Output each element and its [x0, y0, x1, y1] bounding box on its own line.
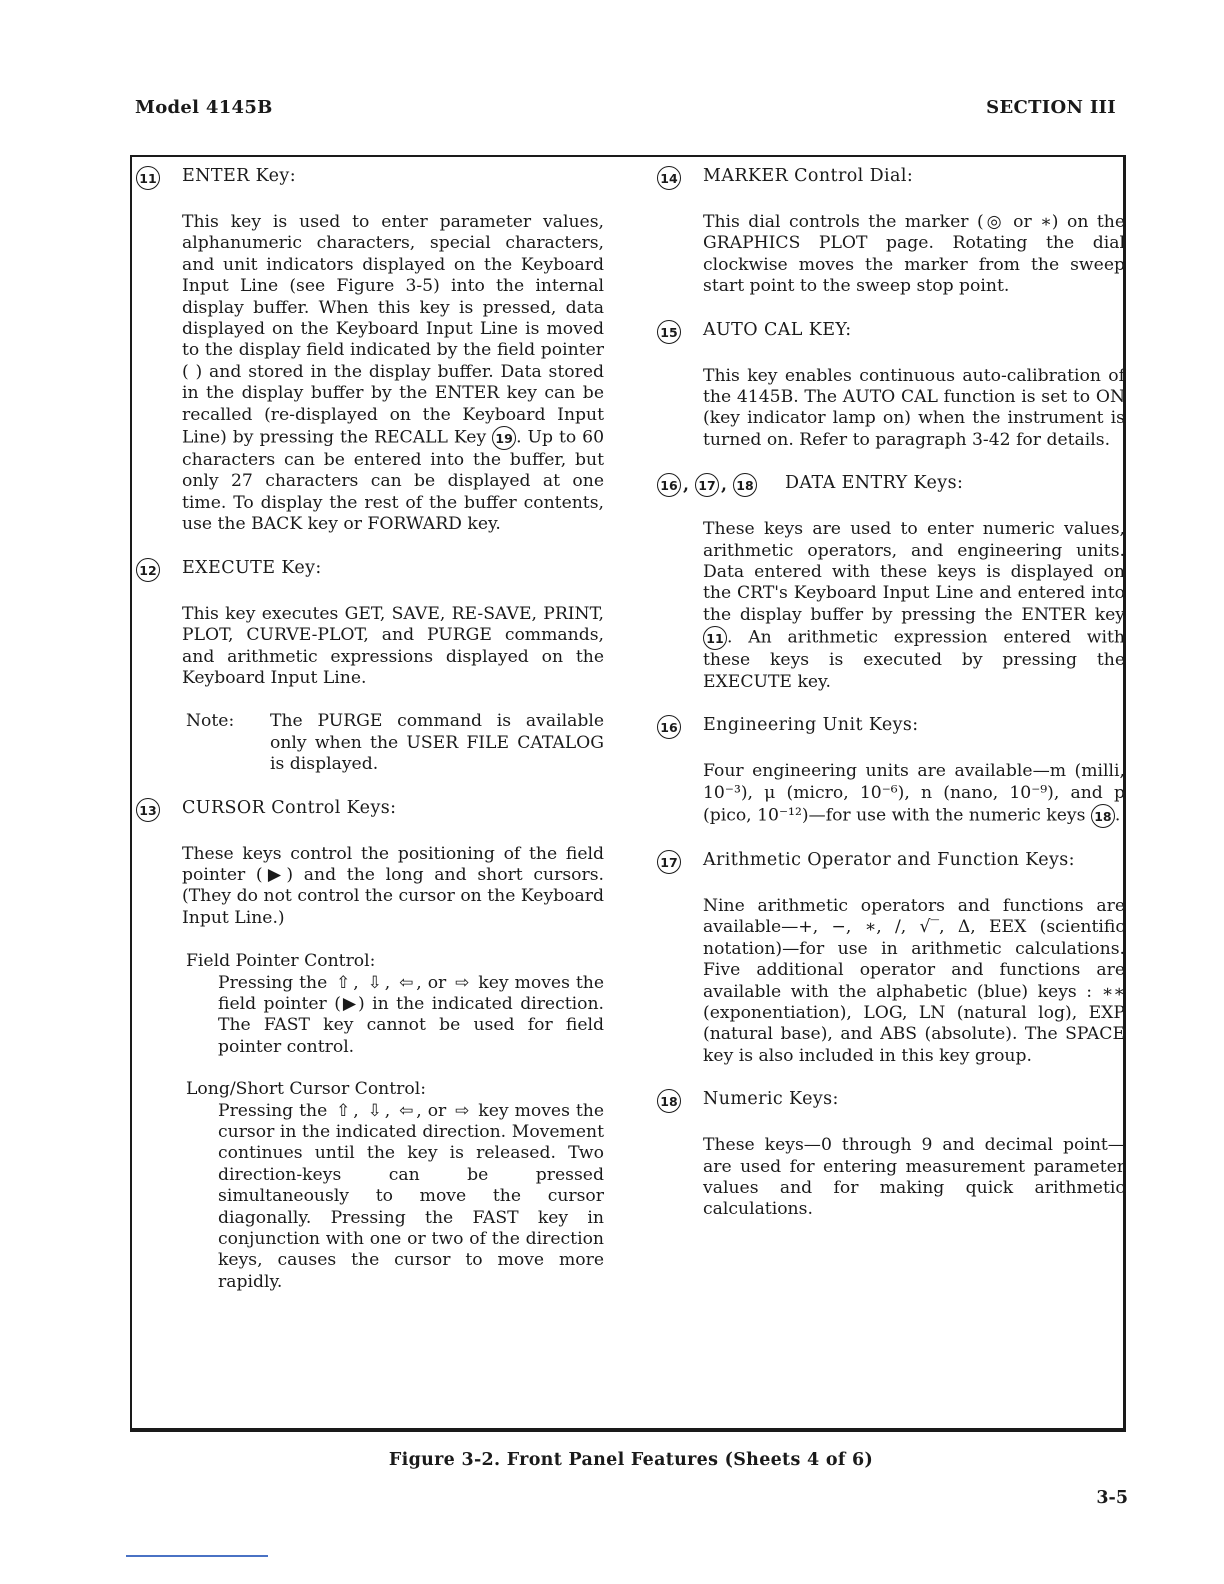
item-16-18-heading	[655, 473, 1125, 499]
callout-15: 15	[657, 320, 681, 344]
item-16-18-body	[655, 519, 1125, 693]
left-arrow-icon: ⇦	[399, 972, 414, 993]
item-16-18-text: These keys are used to enter numeric values, arithmetic operators, and engineering units. Data entered with these keys is displayed on the CRT's Keyboard Input Line and entered into the display buffer by pressing the ENTER key	[703, 519, 1125, 625]
item-14-heading	[655, 166, 1125, 192]
down-arrow-icon: ⇩	[367, 972, 382, 993]
item-15-heading	[655, 320, 1125, 346]
fp-or: or	[427, 972, 447, 993]
header-model: Model 4145B	[135, 97, 273, 118]
cc-sep-3: ,	[416, 1100, 422, 1121]
note-text: The PURGE command is available only when the USER FILE CATALOG is displayed.	[270, 711, 604, 775]
left-arrow-icon: ⇦	[399, 1100, 414, 1121]
item-16-18-text-tail: . An arithmetic expression entered with these keys is executed by pressing the EXECUTE key.	[703, 627, 1125, 692]
item-14-title: MARKER Control Dial:	[703, 166, 914, 186]
item-12-note	[134, 711, 604, 775]
item-16-heading	[655, 715, 1125, 741]
fp-pre: Pressing the	[218, 972, 328, 993]
item-11-text: This key is used to enter parameter values, alphanumeric characters, special characters, and unit indicators displayed on the Keyboard Input Line (see Figure 3-5) into the internal display buffer. When this key is pressed, data displayed on the Keyboard Input Line is moved to the display field indicated by the field pointer ( ) and stored in the display buffer. Data stored in the display buffer by the ENTER key can be recalled (re-displayed on the Keyboard Input Line) by pressing the RECALL Key	[182, 212, 604, 448]
item-17-title: Arithmetic Operator and Function Keys:	[703, 849, 1075, 870]
item-18-title: Numeric Keys:	[703, 1089, 839, 1110]
cc-sep-1: ,	[353, 1100, 359, 1121]
callout-12: 12	[136, 558, 160, 582]
callout-ref-19: 19	[492, 426, 516, 450]
cursor-control-text	[134, 1101, 604, 1294]
right-column	[655, 166, 1125, 1243]
page-number: 3-5	[1096, 1488, 1128, 1508]
callout-13: 13	[136, 798, 160, 822]
cc-or: or	[427, 1100, 447, 1121]
callout-group: 16 , 17 , 18	[657, 473, 759, 497]
note-label: Note:	[186, 711, 235, 732]
callout-ref-11: 11	[703, 626, 727, 650]
item-13-heading	[134, 798, 604, 824]
callout-11: 11	[136, 166, 160, 190]
cc-sep-2: ,	[384, 1100, 391, 1121]
callout-ref-18: 18	[1091, 804, 1115, 828]
item-12-heading	[134, 558, 604, 584]
fp-sep-3: ,	[416, 972, 422, 993]
item-16-body	[655, 761, 1125, 828]
item-18-body: These keys—0 through 9 and decimal point—are used for entering measurement parameter values and for making quick arithmetic calculations.	[703, 1135, 1125, 1220]
callout-18: 18	[733, 473, 757, 497]
cc-post: key moves the cursor in the indicated direction. Movement continues until the key is released. Two direction-keys can be pressed simultaneously to move the cursor diagonally. Pressing the FAST key in conjunction with one or two of the direction keys, causes the cursor to move more rapidly.	[218, 1100, 605, 1292]
item-12-body: This key executes GET, SAVE, RE-SAVE, PRINT, PLOT, CURVE-PLOT, and PURGE commands, and arithmetic expressions displayed on the Keyboard Input Line.	[182, 603, 604, 688]
item-13-title: CURSOR Control Keys:	[182, 797, 397, 818]
callout-16b: 16	[657, 715, 681, 739]
item-16-text: Four engineering units are available—m (milli, 10⁻³), μ (micro, 10⁻⁶), n (nano, 10⁻⁹), and p (pico, 10⁻¹²)—for use with the numeric keys	[703, 761, 1125, 826]
item-16-title: Engineering Unit Keys:	[703, 715, 919, 736]
callout-16: 16	[657, 473, 681, 497]
item-16-18-title: DATA ENTRY Keys:	[785, 473, 964, 494]
item-11-body	[134, 212, 604, 536]
down-arrow-icon: ⇩	[367, 1100, 382, 1121]
item-15-title: AUTO CAL KEY:	[703, 319, 852, 340]
item-16-text-tail: .	[1114, 805, 1121, 826]
header-section: SECTION III	[986, 97, 1116, 118]
up-arrow-icon: ⇧	[336, 972, 351, 993]
item-15-body: This key enables continuous auto-calibration of the 4145B. The AUTO CAL function is set to ON (key indicator lamp on) when the instrument is turned on. Refer to paragraph 3-42 for details.	[703, 365, 1125, 450]
callout-18b: 18	[657, 1089, 681, 1113]
cc-pre: Pressing the	[218, 1100, 328, 1121]
footer-rule	[126, 1555, 268, 1557]
fp-sep-2: ,	[384, 972, 391, 993]
item-13-body: These keys control the positioning of the field pointer (▶) and the long and short cursors. (They do not control the cursor on the Keyboard Input Line.)	[182, 843, 604, 928]
up-arrow-icon: ⇧	[336, 1100, 351, 1121]
right-arrow-icon: ⇨	[455, 1100, 470, 1121]
right-arrow-icon: ⇨	[455, 972, 470, 993]
item-11-text-tail: . Up to 60 characters can be entered into the buffer, but only 27 characters can be displayed at one time. To display the rest of the buffer contents, use the BACK key or FORWARD key.	[182, 427, 605, 535]
item-12-title: EXECUTE Key:	[182, 557, 322, 578]
callout-17b: 17	[657, 850, 681, 874]
item-17-body: Nine arithmetic operators and functions are available—+, −, ∗, /, √‾, Δ, EEX (scientific notation)—for use in arithmetic calculations. Five additional operator and functions are available with the alphabetic (blue) keys : ∗∗ (exponentiation), LOG, LN (natural log), EXP (natural base), and ABS (absolute). The SPACE key is also included in this key group.	[703, 895, 1125, 1066]
field-pointer-heading: Field Pointer Control:	[186, 951, 376, 972]
item-11-title: ENTER Key:	[182, 166, 297, 186]
item-17-heading	[655, 850, 1125, 876]
callout-17: 17	[695, 473, 719, 497]
left-column	[134, 166, 604, 1314]
callout-14: 14	[657, 166, 681, 190]
item-11-heading	[134, 166, 604, 192]
fp-sep-1: ,	[353, 972, 359, 993]
cursor-control-heading: Long/Short Cursor Control:	[186, 1079, 427, 1100]
item-14-body: This dial controls the marker (◎ or ∗) on the GRAPHICS PLOT page. Rotating the dial clockwise moves the marker from the sweep start point to the sweep stop point.	[703, 212, 1125, 297]
field-pointer-text	[134, 973, 604, 1059]
fp-post: key moves the field pointer (▶) in the indicated direction. The FAST key cannot be used for field pointer control.	[218, 972, 605, 1057]
figure-caption: Figure 3-2. Front Panel Features (Sheets 4 of 6)	[388, 1450, 874, 1470]
item-18-heading	[655, 1089, 1125, 1115]
